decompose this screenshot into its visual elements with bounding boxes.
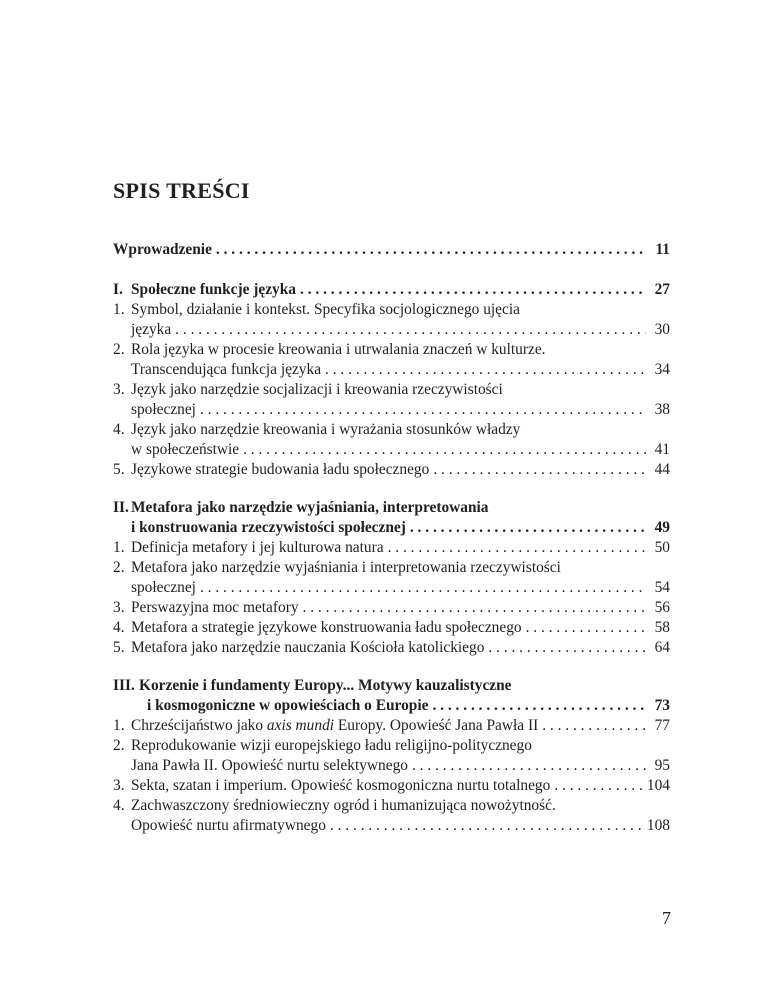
entry-title: Metafora jako narzędzie wyjaśniania, interpretowania [131,499,489,516]
entry-title: Społeczne funkcje języka [131,280,300,300]
entry-number: 4. [113,619,125,636]
entry-page: 56 [646,598,670,618]
toc-item[interactable] [113,796,670,816]
entry-title: i konstruowania rzeczywistości społecznej [131,518,410,538]
dot-leader [432,696,646,716]
toc-item[interactable] [113,440,670,460]
toc-entry-intro[interactable] [113,240,670,260]
leader-line [131,776,670,796]
entry-title: Chrześcijaństwo jako axis mundi Europy. Opowieść Jana Pawła II [131,716,542,736]
entry-number: I. [113,281,123,298]
entry-title: Reprodukowanie wizji europejskiego ładu religijno-politycznego [131,737,532,754]
entry-title: Językowe strategie budowania ładu społecznego [131,460,433,480]
entry-page: 30 [646,320,670,340]
leader-line [131,280,670,300]
entry-title: Metafora jako narzędzie wyjaśniania i interpretowania rzeczywistości [131,559,561,576]
entry-page: 41 [646,440,670,460]
toc-section-3[interactable] [113,676,670,696]
dot-leader [526,618,646,638]
entry-title: Język jako narzędzie socjalizacji i kreowania rzeczywistości [131,381,503,398]
entry-number: II. [113,499,129,516]
leader-line [131,320,670,340]
entry-number: 1. [113,717,125,734]
toc-item[interactable] [113,360,670,380]
entry-title: Rola języka w procesie kreowania i utrwalania znaczeń w kulturze. [131,341,546,358]
toc-item[interactable] [113,578,670,598]
leader-line [131,756,670,776]
dot-leader [330,816,643,836]
dot-leader [542,716,646,736]
toc-item[interactable] [113,816,670,836]
toc-item[interactable] [113,380,670,400]
toc-item[interactable] [113,618,670,638]
dot-leader [433,460,646,480]
entry-page: 108 [643,816,670,836]
dot-leader [410,518,646,538]
toc-section-1[interactable] [113,280,670,300]
dot-leader [216,240,646,260]
entry-number: 2. [113,737,125,754]
toc-item[interactable] [113,460,670,480]
entry-title: społecznej [131,400,200,420]
leader-line [131,400,670,420]
entry-number: 3. [113,599,125,616]
entry-number: 5. [113,639,125,656]
entry-number: 1. [113,539,125,556]
entry-number: 4. [113,797,125,814]
dot-leader [388,538,646,558]
toc-section-2[interactable] [113,518,670,538]
dot-leader [325,360,646,380]
dot-leader [488,638,646,658]
entry-title: Metafora jako narzędzie nauczania Kościoła katolickiego [131,638,488,658]
toc-item[interactable] [113,420,670,440]
entry-number: III. [113,677,135,694]
entry-page: 58 [646,618,670,638]
leader-line [113,240,670,260]
entry-title: Symbol, działanie i kontekst. Specyfika socjologicznego ujęcia [131,301,520,318]
toc-item[interactable] [113,716,670,736]
entry-title: Sekta, szatan i imperium. Opowieść kosmogoniczna nurtu totalnego [131,776,554,796]
entry-number: 2. [113,559,125,576]
entry-page: 54 [646,578,670,598]
entry-page: 77 [646,716,670,736]
spacer [113,658,670,676]
dot-leader [412,756,646,776]
entry-number: 4. [113,421,125,438]
toc-item[interactable] [113,736,670,756]
dot-leader [303,598,646,618]
entry-page: 34 [646,360,670,380]
leader-line [131,360,670,380]
entry-title: w społeczeństwie [131,440,243,460]
spacer [113,260,670,280]
dot-leader [200,400,646,420]
entry-page: 50 [646,538,670,558]
table-of-contents [113,240,670,836]
entry-page: 95 [646,756,670,776]
entry-title: Perswazyjna moc metafory [131,598,303,618]
entry-number: 3. [113,381,125,398]
toc-section-2[interactable] [113,498,670,518]
leader-line [131,638,670,658]
entry-title: języka [131,320,175,340]
leader-line [131,716,670,736]
leader-line [131,618,670,638]
entry-title: społecznej [131,578,200,598]
entry-number: 3. [113,777,125,794]
toc-item[interactable] [113,320,670,340]
entry-title: Język jako narzędzie kreowania i wyrażania stosunków władzy [131,421,521,438]
entry-title: Wprowadzenie [113,240,216,260]
toc-item[interactable] [113,538,670,558]
leader-line [131,518,670,538]
entry-title: Transcendująca funkcja języka [131,360,325,380]
entry-title: Opowieść nurtu afirmatywnego [131,816,330,836]
toc-item[interactable] [113,756,670,776]
toc-item[interactable] [113,598,670,618]
dot-leader [243,440,646,460]
leader-line [131,440,670,460]
toc-section-3[interactable] [113,696,670,716]
entry-number: 5. [113,461,125,478]
dot-leader [554,776,643,796]
entry-title: i kosmogoniczne w opowieściach o Europie [147,696,432,716]
leader-line [147,696,670,716]
leader-line [131,538,670,558]
entry-title: Definicja metafory i jej kulturowa natura [131,538,388,558]
entry-number: 1. [113,301,125,318]
toc-item[interactable] [113,300,670,320]
entry-title: Korzenie i fundamenty Europy... Motywy kauzalistyczne [139,677,512,694]
entry-title: Jana Pawła II. Opowieść nurtu selektywnego [131,756,412,776]
leader-line [131,460,670,480]
entry-page: 73 [646,696,670,716]
toc-item[interactable] [113,638,670,658]
leader-line [131,578,670,598]
toc-item[interactable] [113,400,670,420]
toc-item[interactable] [113,558,670,578]
dot-leader [175,320,646,340]
entry-page: 49 [646,518,670,538]
entry-title: Zachwaszczony średniowieczny ogród i humanizująca nowożytność. [131,797,556,814]
leader-line [131,598,670,618]
dot-leader [200,578,646,598]
page-title: SPIS TREŚCI [113,178,250,203]
entry-page: 64 [646,638,670,658]
toc-item[interactable] [113,340,670,360]
toc-item[interactable] [113,776,670,796]
entry-number: 2. [113,341,125,358]
entry-page: 27 [646,280,670,300]
dot-leader [300,280,646,300]
entry-page: 38 [646,400,670,420]
page-number: 7 [662,908,671,928]
entry-page: 104 [643,776,670,796]
entry-page: 44 [646,460,670,480]
spacer [113,480,670,498]
entry-title: Metafora a strategie językowe konstruowania ładu społecznego [131,618,526,638]
entry-page: 11 [646,240,670,260]
leader-line [131,816,670,836]
